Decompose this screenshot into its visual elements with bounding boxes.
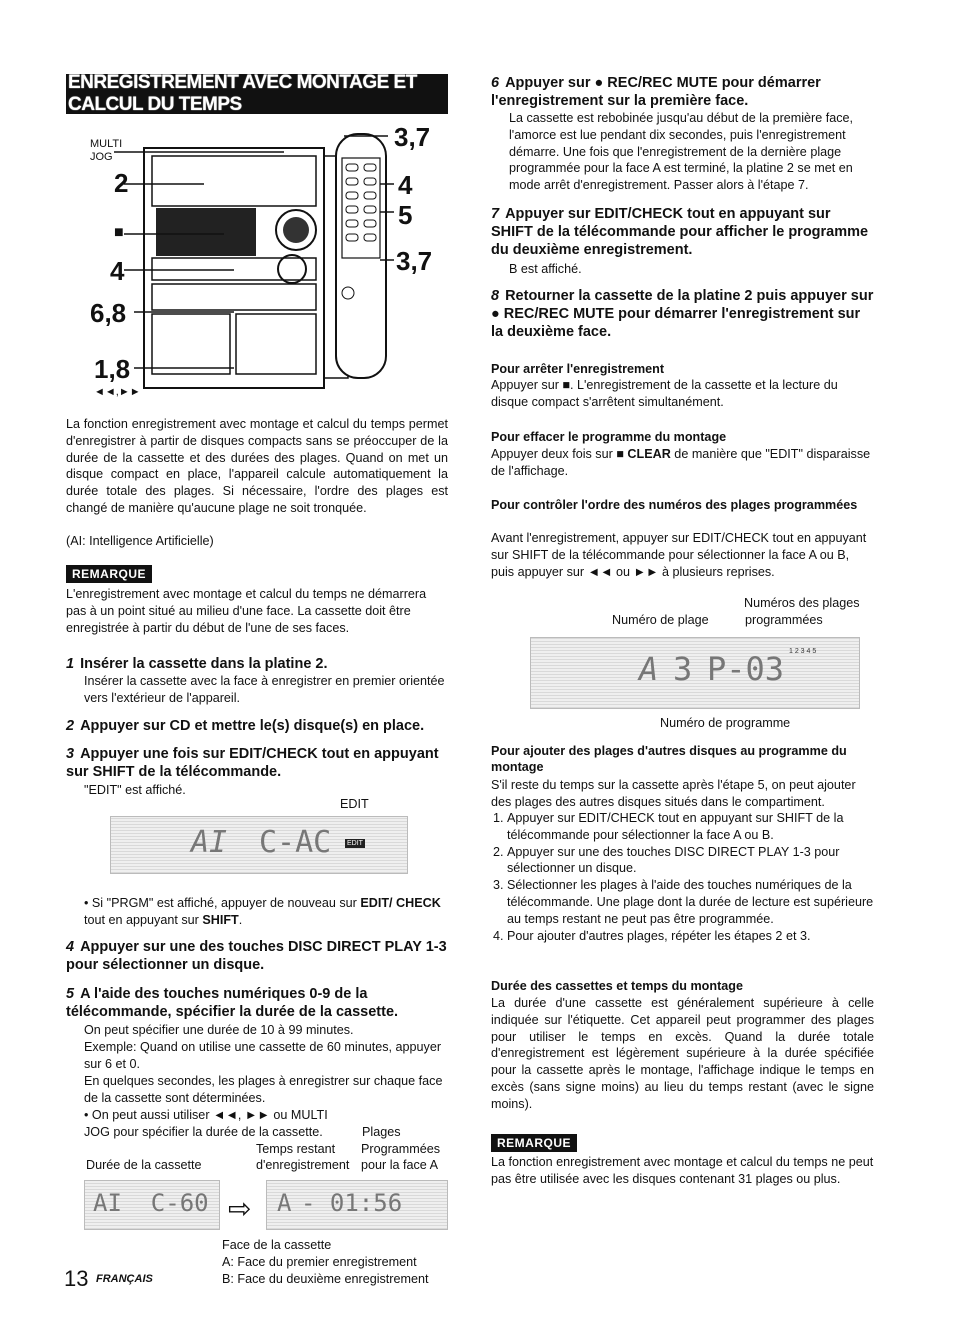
label-skip: ◄◄,►► bbox=[94, 386, 141, 398]
cap-numeros: Numéros des plages bbox=[744, 596, 860, 610]
label-multi: MULTI bbox=[90, 138, 123, 150]
step-5-t4: • On peut aussi utiliser ◄◄, ►► ou MULTI JOG pour spécifier la durée de la cassette. bbox=[84, 1108, 328, 1139]
add-text: S'il reste du temps sur la cassette après l'étape 5, on peut ajouter des plages des autres disques situés dans le compartiment. bbox=[491, 778, 856, 809]
label-4-remote: 4 bbox=[398, 170, 413, 200]
prgm-note: • Si "PRGM" est affiché, appuyer de nouveau sur EDIT/ CHECK tout en appuyant sur SHIFT. bbox=[84, 896, 441, 927]
duration-text: La durée d'une cassette est généralement supérieure à celle indiquée sur l'étiquette. Cet appareil peut programmer des plages pour utiliser le temps en excès. Quand la durée totale d'enregistrement est légèrement supérieure à la durée spécifiée pour la cassette après le montage, l'affichage indique le temps en excès (sans signe moins) au lieu du temps restant (avec le signe moins). bbox=[491, 996, 874, 1111]
stop-title: Pour arrêter l'enregistrement bbox=[491, 362, 665, 376]
step-5-t1: On peut spécifier une durée de 10 à 99 minutes. bbox=[84, 1023, 354, 1037]
stereo-illustration bbox=[84, 128, 444, 408]
cap-faceb: B: Face du deuxième enregistrement bbox=[222, 1272, 429, 1286]
intro-text: La fonction enregistrement avec montage et calcul du temps permet d'enregistrer à partir de disques compacts sans se préoccuper de la durée de la cassette et des durées des plages. Quand on met un disque compact en place, l'appareil calcule automatiquement la durée totale des plages. Si nécessaire, l'ordre des plages est changé de manière qu'aucune plage ne soit tronquée. bbox=[66, 417, 448, 515]
label-2: 2 bbox=[114, 168, 129, 198]
step-3-text: "EDIT" est affiché. bbox=[84, 783, 186, 797]
page-language: FRANÇAIS bbox=[96, 1273, 153, 1285]
label-5: 5 bbox=[398, 200, 413, 230]
step-8-title: 8 Retourner la cassette de la platine 2 puis appuyer sur ● REC/REC MUTE pour démarrer l'enregistrement sur la deuxième face. bbox=[491, 288, 874, 340]
list-item: 2. Appuyer sur une des touches DISC DIRECT PLAY 1-3 pour sélectionner un disque. bbox=[507, 844, 874, 878]
ai-note: (AI: Intelligence Artificielle) bbox=[66, 534, 214, 548]
cap-pourface: pour la face A bbox=[361, 1158, 439, 1172]
label-stop: ■ bbox=[114, 224, 124, 241]
step-5-title: 5 A l'aide des touches numériques 0-9 de la télécommande, spécifier la durée de la cassette. bbox=[66, 986, 399, 1020]
list-item: 3. Sélectionner les plages à l'aide des touches numériques de la télécommande. Une plage dont la durée de lecture est supérieure au temps restant ne peut pas être programmée. bbox=[507, 877, 874, 927]
add-title: Pour ajouter des plages d'autres disques au programme du montage bbox=[491, 744, 847, 774]
cap-progs: programmées bbox=[745, 613, 823, 627]
remarque-badge-left: REMARQUE bbox=[66, 565, 152, 583]
cap-denreg: d'enregistrement bbox=[256, 1158, 350, 1172]
step-2-title: 2 Appuyer sur CD et mettre le(s) disque(s) en place. bbox=[66, 718, 425, 734]
step-1-title: 1 Insérer la cassette dans la platine 2. bbox=[66, 656, 328, 672]
label-68: 6,8 bbox=[90, 298, 127, 328]
cap-numprog: Numéro de programme bbox=[660, 716, 791, 730]
step-4-title: 4 Appuyer sur une des touches DISC DIRECT PLAY 1-3 pour sélectionner un disque. bbox=[66, 939, 447, 973]
step-3-title: 3 Appuyer une fois sur EDIT/CHECK tout en appuyant sur SHIFT de la télécommande. bbox=[66, 746, 439, 780]
step-6-title: 6 Appuyer sur ● REC/REC MUTE pour démarrer l'enregistrement sur la première face. bbox=[491, 75, 821, 109]
cap-plages: Plages bbox=[362, 1125, 401, 1139]
device-diagram bbox=[84, 122, 444, 408]
step-5-t3: En quelques secondes, les plages à enregistrer sur chaque face de la cassette sont déterminées. bbox=[84, 1074, 443, 1105]
label-18: 1,8 bbox=[94, 354, 131, 384]
cap-duree: Durée de la cassette bbox=[86, 1158, 202, 1172]
remarque-text-right: La fonction enregistrement avec montage et calcul du temps ne peut pas être utilisée avec les disques contenant 31 plages ou plus. bbox=[491, 1155, 874, 1186]
lcd-display-duration: AI C-60 bbox=[84, 1180, 220, 1230]
step-1-text: Insérer la cassette avec la face à enregistrer en premier orientée vers l'extérieur de l'appareil. bbox=[84, 674, 445, 705]
remarque-text-left: L'enregistrement avec montage et calcul du temps ne démarrera pas à un point situé au milieu d'une face. La cassette doit être enregistrée à partir du début de l'une de ses faces. bbox=[66, 587, 427, 635]
label-37-top: 3,7 bbox=[394, 122, 431, 152]
page-number: 13 bbox=[64, 1266, 89, 1291]
remarque-badge-right: REMARQUE bbox=[491, 1134, 577, 1152]
clear-text: Appuyer deux fois sur ■ CLEAR de manière que "EDIT" disparaisse de l'affichage. bbox=[491, 447, 871, 478]
edit-label: EDIT bbox=[340, 797, 369, 811]
duration-title: Durée des cassettes et temps du montage bbox=[491, 979, 743, 993]
clear-title: Pour effacer le programme du montage bbox=[491, 430, 727, 444]
lcd-display-program: A 3 P-03 1 2 3 4 5 bbox=[530, 637, 860, 709]
step-7-title: 7 Appuyer sur EDIT/CHECK tout en appuyant sur SHIFT de la télécommande pour afficher le programme du deuxième enregistrement. bbox=[491, 206, 869, 258]
cap-facea: A: Face du premier enregistrement bbox=[222, 1255, 417, 1269]
label-4: 4 bbox=[110, 256, 125, 286]
order-title: Pour contrôler l'ordre des numéros des plages programmées bbox=[491, 498, 858, 512]
lcd-display-side-a: A - 01:56 bbox=[266, 1180, 448, 1230]
step-7-text: B est affiché. bbox=[509, 262, 582, 276]
step-6-text: La cassette est rebobinée jusqu'au début de la première face, l'amorce est lue pendant dix secondes, puis l'enregistrement démarre. Une fois que l'enregistrement de la dernière plage programmée pour la face A est terminé, la platine 2 se met en mode arrêt d'enregistrement. Passer alors à l'étape 7. bbox=[509, 111, 854, 193]
add-list bbox=[491, 810, 874, 944]
list-item: 4. Pour ajouter d'autres plages, répéter les étapes 2 et 3. bbox=[507, 928, 874, 945]
label-37-bottom: 3,7 bbox=[396, 246, 433, 276]
lcd-display-edit: AI C-AC EDIT bbox=[110, 816, 408, 874]
stop-text: Appuyer sur ■. L'enregistrement de la cassette et la lecture du disque compact s'arrêtent simultanément. bbox=[491, 378, 838, 409]
cap-temps: Temps restant bbox=[256, 1142, 336, 1156]
order-text: Avant l'enregistrement, appuyer sur EDIT/CHECK tout en appuyant sur SHIFT de la télécommande pour sélectionner la face A ou B, puis appuyer sur ◄◄ ou ►► à plusieurs reprises. bbox=[491, 531, 867, 579]
arrow-icon: ⇨ bbox=[228, 1193, 252, 1224]
label-jog: JOG bbox=[90, 151, 113, 163]
banner-title: ENREGISTREMENT AVEC MONTAGE ET CALCUL DU TEMPS bbox=[68, 72, 417, 115]
section-banner bbox=[66, 74, 448, 114]
cap-programmees: Programmées bbox=[361, 1142, 441, 1156]
cap-face: Face de la cassette bbox=[222, 1238, 332, 1252]
list-item: 1. Appuyer sur EDIT/CHECK tout en appuyant sur SHIFT de la télécommande pour sélectionner la face A ou B. bbox=[507, 810, 874, 844]
cap-numplage: Numéro de plage bbox=[612, 613, 709, 627]
step-5-t2: Exemple: Quand on utilise une cassette de 60 minutes, appuyer sur 6 et 0. bbox=[84, 1040, 442, 1071]
